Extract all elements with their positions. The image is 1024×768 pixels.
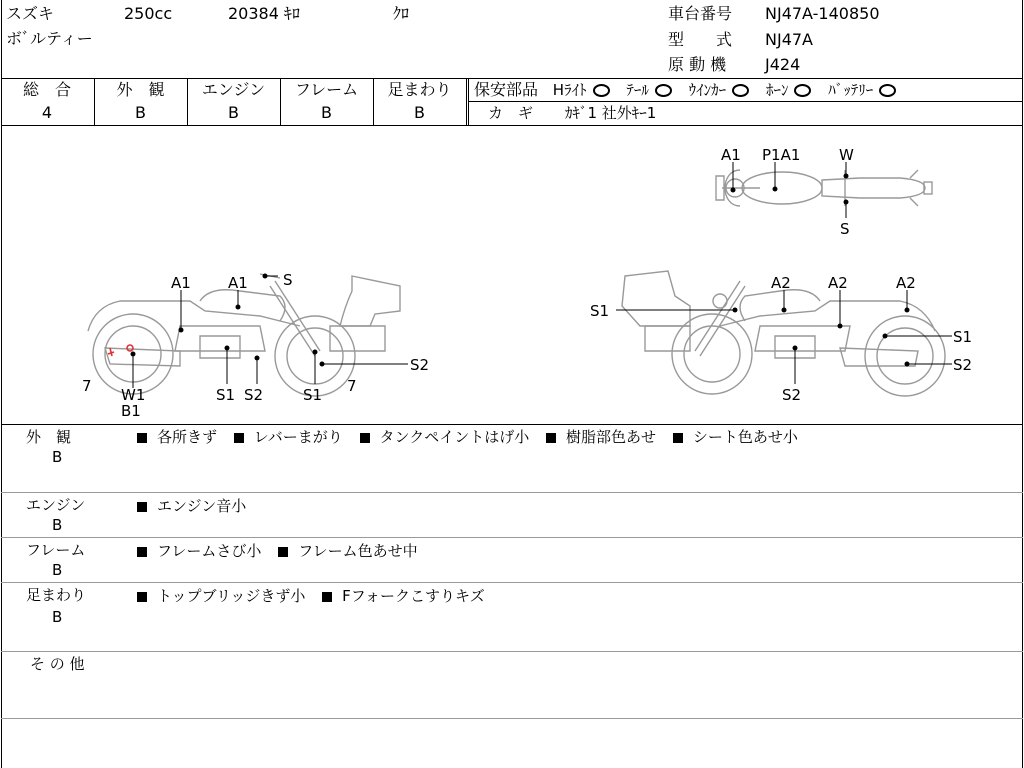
bullet-icon <box>360 433 370 443</box>
safety-row-divider <box>468 101 1023 102</box>
engine-label: 原 動 機 <box>668 55 727 74</box>
frame-number-value: NJ47A-140850 <box>765 4 880 23</box>
bullet-icon <box>137 502 147 512</box>
top-label-w: W <box>839 146 854 164</box>
bike-top-view <box>716 170 932 206</box>
ok-circle-icon <box>879 84 896 97</box>
right-label-s2-wheel: S2 <box>953 356 973 374</box>
color: ｸﾛ <box>393 4 410 23</box>
safety-item-tail: ﾃｰﾙ <box>626 81 649 99</box>
engine-value: J424 <box>765 55 801 74</box>
model-name: ボﾞルティー <box>6 29 93 48</box>
maker: スズキ <box>6 4 55 23</box>
grade-col-divider <box>468 78 469 125</box>
bullet-icon <box>137 592 147 602</box>
displacement: 250cc <box>124 4 173 23</box>
section-divider <box>1 651 1023 652</box>
left-label-w1: W1 <box>121 386 146 404</box>
defect-grade-exterior: B <box>52 448 63 466</box>
section-divider <box>1 718 1023 719</box>
grade-label-frame: フレーム <box>294 80 359 99</box>
defect-list-engine <box>137 497 258 515</box>
right-label-s1-exhaust: S1 <box>953 328 973 346</box>
frame-number-label: 車台番号 <box>668 4 733 23</box>
mileage: 20384 ｷﾛ <box>228 4 300 23</box>
defect-grade-suspension: B <box>52 608 63 626</box>
bullet-icon <box>546 433 556 443</box>
defect-label-exterior: 外 観 <box>26 428 72 446</box>
safety-item-winker: ｳｲﾝｶｰ <box>688 81 727 99</box>
key-value: ｶｷﾞ1 社外ｷｰ1 <box>565 104 657 122</box>
defect-label-frame: フレーム <box>26 541 86 559</box>
bullet-icon <box>322 592 332 602</box>
ok-circle-icon <box>593 84 610 97</box>
ok-circle-icon <box>655 84 672 97</box>
right-label-s1-fairing: S1 <box>590 302 610 320</box>
grade-label-overall: 総 合 <box>22 80 71 99</box>
defect-item: フレーム色あせ中 <box>298 542 418 560</box>
other-label: そ の 他 <box>30 655 85 673</box>
left-label-b1: B1 <box>121 402 141 420</box>
ok-circle-icon <box>794 84 811 97</box>
defect-grade-engine: B <box>52 516 63 534</box>
left-label-s-lever: S <box>283 271 293 289</box>
left-label-s2-front: S2 <box>410 356 430 374</box>
top-label-s: S <box>840 220 850 238</box>
bullet-icon <box>234 433 244 443</box>
defect-item: 樹脂部色あせ <box>566 428 657 446</box>
defect-list-suspension <box>137 587 497 605</box>
grade-label-engine: エンジン <box>201 80 266 99</box>
safety-parts-row <box>474 81 908 99</box>
safety-item-headlight: Hﾗｲﾄ <box>552 81 587 99</box>
defect-item: タンクペイントはげ小 <box>379 428 530 446</box>
grade-value-exterior: B <box>135 103 146 122</box>
top-label-p1a1: P1A1 <box>762 146 801 164</box>
grade-label-exterior: 外 観 <box>116 80 165 99</box>
left-label-a1-tank: A1 <box>171 274 191 292</box>
defect-item: シート色あせ小 <box>692 428 798 446</box>
defect-item: エンジン音小 <box>157 497 247 515</box>
right-label-a2-tank: A2 <box>771 274 791 292</box>
grade-label-suspension: 足まわり <box>387 80 452 99</box>
left-label-s2: S2 <box>244 386 264 404</box>
grade-col-divider <box>466 78 467 125</box>
right-label-a2-seat: A2 <box>896 274 916 292</box>
defect-item: トップブリッジきず小 <box>157 587 306 605</box>
section-divider <box>1 537 1023 538</box>
left-label-7-rear: 7 <box>82 377 92 395</box>
ok-circle-icon <box>732 84 749 97</box>
section-divider <box>1 582 1023 583</box>
grade-value-engine: B <box>228 103 239 122</box>
defect-item: フレームさび小 <box>157 542 262 560</box>
section-divider <box>1 492 1023 493</box>
left-label-s1-front: S1 <box>303 386 323 404</box>
type-label: 型 式 <box>668 30 733 49</box>
grade-value-frame: B <box>321 103 332 122</box>
key-label: カ ギ <box>488 104 534 122</box>
safety-item-battery: ﾊﾞｯﾃﾘｰ <box>828 81 874 99</box>
grade-value-overall: 4 <box>41 103 53 122</box>
grade-table-top <box>1 78 1023 79</box>
diagram-bottom <box>1 424 1023 425</box>
safety-item-horn: ﾎｰﾝ <box>765 81 789 99</box>
defect-item: レバーまがり <box>253 428 343 446</box>
safety-parts-label: 保安部品 <box>474 80 539 99</box>
left-label-a1-cover: A1 <box>228 274 248 292</box>
defect-list-frame <box>137 542 430 560</box>
defect-label-suspension: 足まわり <box>26 586 87 604</box>
defect-list-exterior <box>137 428 810 446</box>
defect-label-engine: エンジン <box>26 496 86 514</box>
left-label-7-front: 7 <box>347 377 357 395</box>
defect-item: Fフォークこすりキズ <box>342 587 485 605</box>
type-value: NJ47A <box>765 30 813 49</box>
right-label-a2-cover: A2 <box>828 274 848 292</box>
defect-grade-frame: B <box>52 561 63 579</box>
bullet-icon <box>278 547 288 557</box>
bullet-icon <box>137 547 147 557</box>
defect-item: 各所きず <box>157 428 218 446</box>
grade-value-suspension: B <box>414 103 425 122</box>
bullet-icon <box>673 433 683 443</box>
left-label-s1: S1 <box>216 386 236 404</box>
right-label-s2-engine: S2 <box>782 386 802 404</box>
motorcycle-diagram <box>0 126 1024 424</box>
top-label-a1: A1 <box>721 146 741 164</box>
bullet-icon <box>137 433 147 443</box>
